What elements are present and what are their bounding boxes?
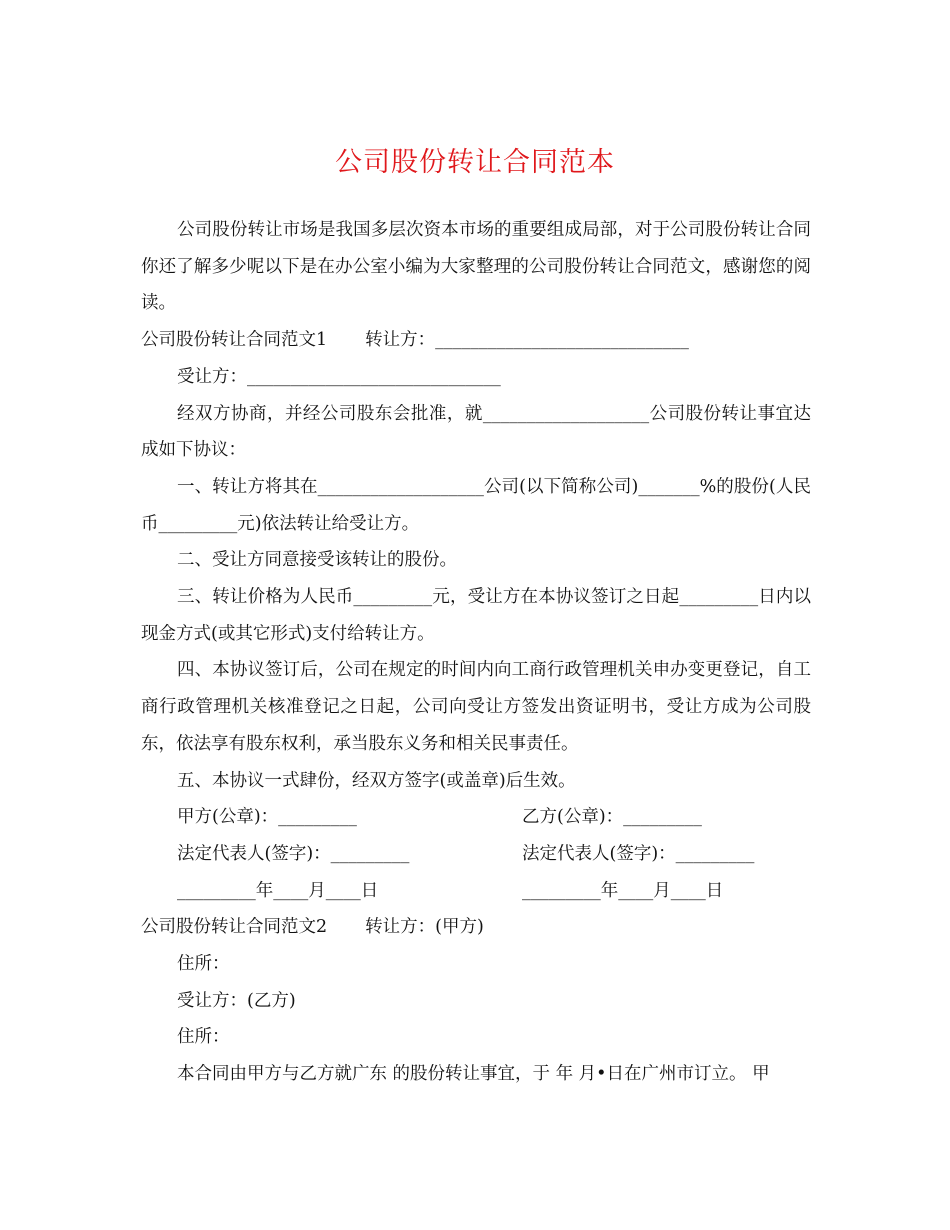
sample1-clause-5: 五、本协议一式肆份，经双方签字(或盖章)后生效。 [177,770,576,791]
sample1-clause-3: 三、转让价格为人民币_________元，受让方在本协议签订之日起_________日内以现金方式(或其它形式)支付给转让方。 [141,587,811,644]
sample2-transferor-field: 转让方：(甲方) [365,917,484,938]
party-a-representative-field: 法定代表人(签字)：_________ [177,843,410,864]
sample2-heading-line [141,909,811,946]
sample1-heading-line [141,322,811,359]
intro-paragraph: 公司股份转让市场是我国多层次资本市场的重要组成局部，对于公司股份转让合同你还了解多少呢以下是在办公室小编为大家整理的公司股份转让合同范文，感谢您的阅读。 [141,220,811,314]
party-b-representative-field: 法定代表人(签字)：_________ [522,843,755,864]
sample1-transferee-field: 受让方：_____________________________ [177,366,501,387]
sample1-clause-2: 二、受让方同意接受该转让的股份。 [177,550,457,571]
signature-seal-row [141,799,811,836]
sample2-address-2: 住所： [177,1027,230,1048]
sample2-address-1: 住所： [177,954,230,975]
party-b-date-field: _________年____月____日 [522,880,724,901]
sample1-transferor-field: 转让方：_____________________________ [365,330,689,351]
party-a-seal-field: 甲方(公章)：_________ [177,807,357,828]
signature-rep-row [141,836,811,873]
sample1-agreement-paragraph: 经双方协商，并经公司股东会批准，就___________________公司股份转让事宜达成如下协议： [141,403,811,461]
party-b-seal-field: 乙方(公章)：_________ [522,807,702,828]
sample2-opening-paragraph: 本合同由甲方与乙方就广东 的股份转让事宜，于 年 月•日在广州市订立。 甲 [177,1064,770,1085]
party-a-date-field: _________年____月____日 [177,880,379,901]
signature-date-row [141,873,811,910]
sample1-clause-1: 一、转让方将其在___________________公司(以下简称公司)_______%的股份(人民币_________元)依法转让给受让方。 [141,476,811,534]
sample1-heading: 公司股份转让合同范文1 [141,330,328,351]
sample1-clause-4: 四、本协议签订后，公司在规定的时间内向工商行政管理机关申办变更登记，自工商行政管理机关核准登记之日起，公司向受让方签发出资证明书，受让方成为公司股东，依法享有股东权利，承当股东义务和相关民事责任。 [141,660,811,754]
sample2-heading: 公司股份转让合同范文2 [141,917,328,938]
document-body [141,212,811,1093]
document-title: 公司股份转让合同范本 [335,147,615,178]
sample2-transferee-field: 受让方：(乙方) [177,990,296,1011]
